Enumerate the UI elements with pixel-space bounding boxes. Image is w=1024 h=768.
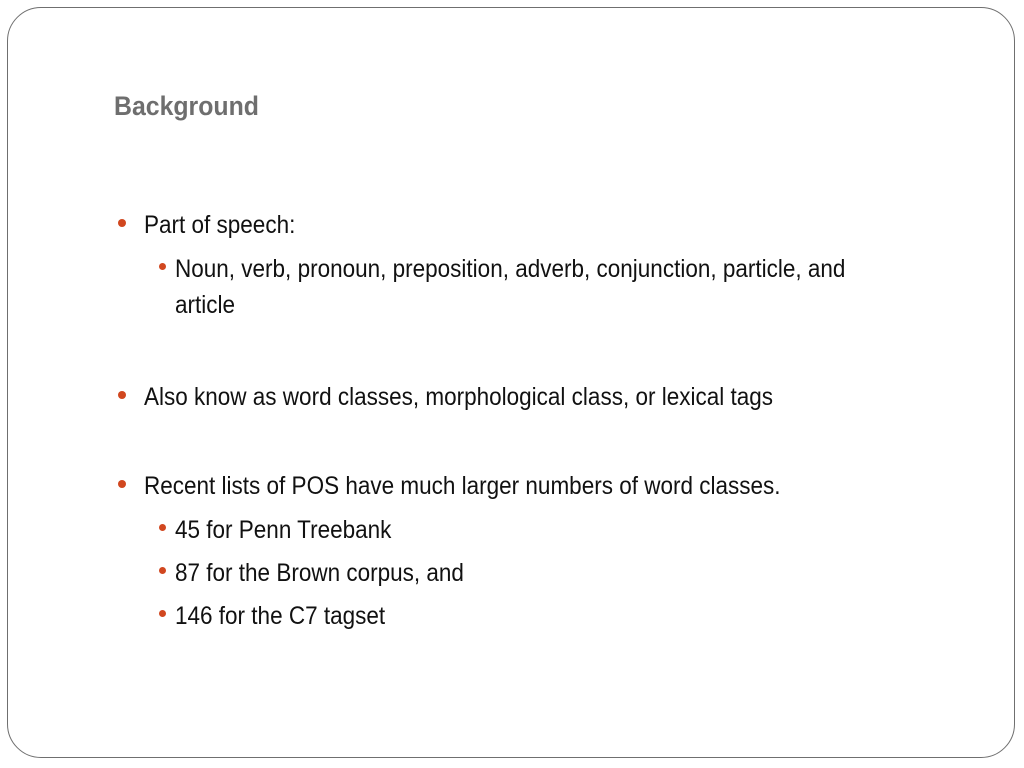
bullet-dot-icon	[118, 480, 126, 488]
sub-bullet-dot-icon	[159, 524, 166, 531]
sub-bullet-text: 87 for the Brown corpus, and	[175, 559, 464, 587]
bullet-dot-icon	[118, 219, 126, 227]
sub-bullet-item	[175, 512, 415, 549]
slide-title: Background	[114, 91, 259, 121]
sub-bullet-item	[175, 251, 920, 288]
bullet-item	[144, 379, 843, 416]
sub-bullet-text: 45 for Penn Treebank	[175, 516, 392, 544]
sub-bullet-item	[175, 598, 408, 635]
bullet-text: Also know as word classes, morphological class, or lexical tags	[144, 383, 774, 411]
sub-bullet-dot-icon	[159, 610, 166, 617]
sub-bullet-dot-icon	[159, 567, 166, 574]
bullet-item	[144, 468, 851, 505]
sub-bullet-continuation	[175, 287, 242, 324]
sub-bullet-item	[175, 555, 496, 592]
sub-bullet-text: 146 for the C7 tagset	[175, 602, 386, 630]
sub-bullet-text: Noun, verb, pronoun, preposition, adverb, conjunction, particle, and	[175, 255, 846, 283]
bullet-item	[144, 207, 312, 244]
bullet-dot-icon	[118, 391, 126, 399]
sub-bullet-dot-icon	[159, 263, 166, 270]
slide-frame	[7, 7, 1015, 758]
bullet-text: Part of speech:	[144, 211, 296, 239]
bullet-text: Recent lists of POS have much larger numbers of word classes.	[144, 472, 781, 500]
sub-bullet-continuation-text: article	[175, 291, 236, 319]
